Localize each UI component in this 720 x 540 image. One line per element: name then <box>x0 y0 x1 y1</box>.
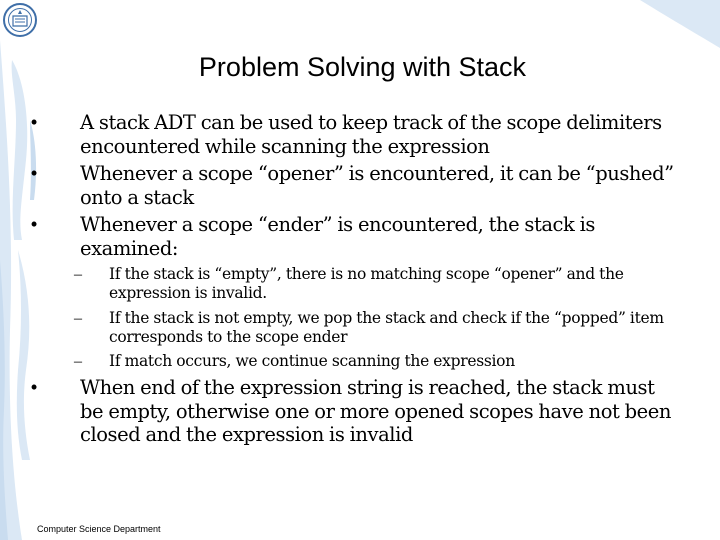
sub-bullet-item: If match occurs, we continue scanning the expression <box>109 352 515 370</box>
university-seal-icon <box>3 3 37 37</box>
bullet-item: Whenever a scope “opener” is encountered, it can be “pushed” onto a stack <box>80 162 674 209</box>
bullet-marker: • <box>30 375 38 399</box>
sub-bullet-item: If the stack is not empty, we pop the stack and check if the “popped” item corresponds to the scope ender <box>109 309 664 346</box>
sub-bullet-marker: – <box>74 310 82 327</box>
sub-bullet-item: If the stack is “empty”, there is no matching scope “opener” and the expression is invalid. <box>109 265 624 302</box>
bullet-marker: • <box>30 161 38 185</box>
bullet-marker: • <box>30 212 38 236</box>
bullet-item: When end of the expression string is reached, the stack must be empty, otherwise one or more opened scopes have not been closed and the expression is invalid <box>80 376 671 446</box>
sub-bullet-marker: – <box>74 266 82 283</box>
bullet-item: Whenever a scope “ender” is encountered, the stack is examined: <box>80 213 595 260</box>
bullet-item: A stack ADT can be used to keep track of the scope delimiters encountered while scanning the expression <box>80 111 662 158</box>
footer-text: Computer Science Department <box>37 524 161 534</box>
slide-title: Problem Solving with Stack <box>198 52 527 82</box>
bullet-marker: • <box>30 110 38 134</box>
sub-bullet-marker: – <box>74 353 82 370</box>
